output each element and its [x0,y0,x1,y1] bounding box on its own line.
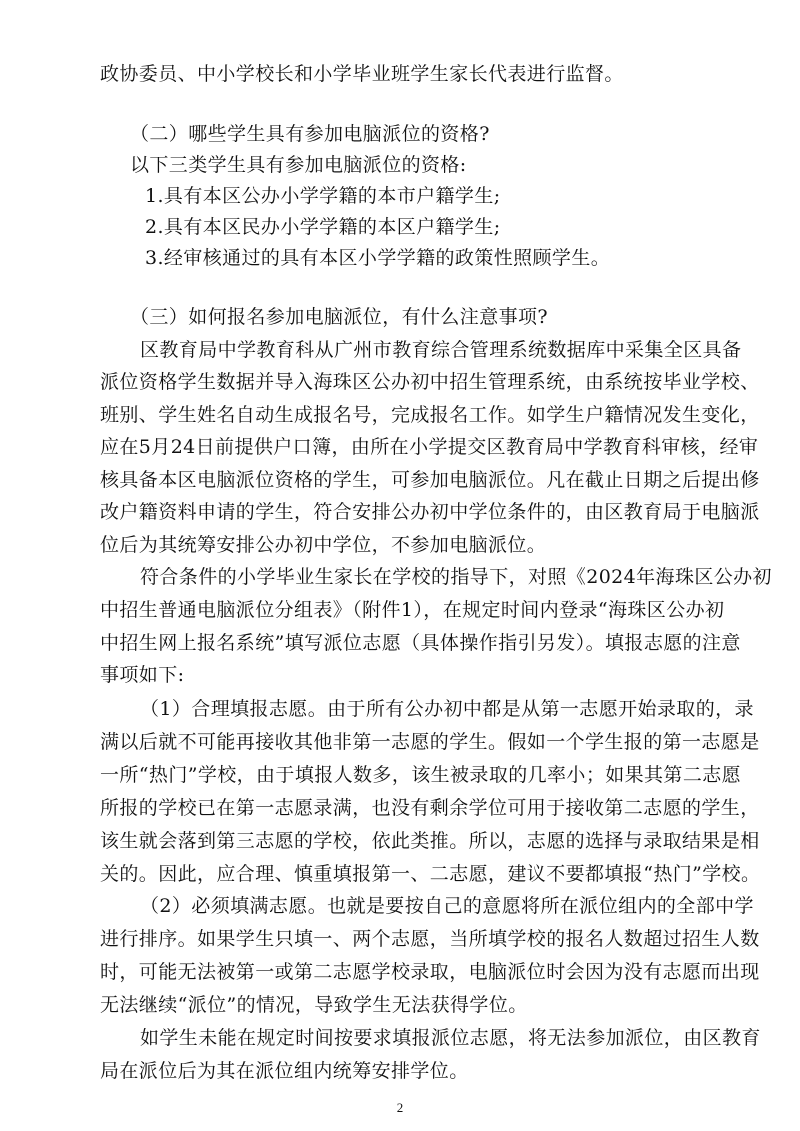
paragraph-line: 进行排序。如果学生只填一、两个志愿，当所填学校的报名人数超过招生人数 [100,928,760,950]
paragraph-line: 所报的学校已在第一志愿录满，也没有剩余学位可用于接收第二志愿的学生， [100,797,760,819]
section-heading: （三）如何报名参加电脑派位，有什么注意事项? [130,306,548,328]
paragraph-line: 时，可能无法被第一或第二志愿学校录取，电脑派位时会因为没有志愿而出现 [100,961,760,983]
paragraph-line: 区教育局中学教育科从广州市教育综合管理系统数据库中采集全区具备 [140,339,742,361]
section-heading: （二）哪些学生具有参加电脑派位的资格? [130,123,490,145]
paragraph-line: 应在5月24日前提供户口簿，由所在小学提交区教育局中学教育科审核，经审 [100,436,759,458]
paragraph-line: 中招生普通电脑派位分组表》（附件1），在规定时间内登录“海珠区公办初 [100,599,725,621]
paragraph-line: 满以后就不可能再接收其他非第一志愿的学生。假如一个学生报的第一志愿是 [100,731,760,753]
paragraph-line: 无法继续“派位”的情况，导致学生无法获得学位。 [100,994,528,1016]
paragraph-line: 该生就会落到第三志愿的学校，依此类推。所以，志愿的选择与录取结果是相 [100,830,760,852]
paragraph-line: 事项如下: [100,664,185,686]
page-number: 2 [396,1100,404,1115]
list-item: 1.具有本区公办小学学籍的本市户籍学生; [145,185,501,207]
paragraph-line: 以下三类学生具有参加电脑派位的资格: [130,154,467,176]
paragraph-line: 政协委员、中小学校长和小学毕业班学生家长代表进行监督。 [100,63,624,85]
list-item: 3.经审核通过的具有本区小学学籍的政策性照顾学生。 [145,247,611,269]
paragraph-line: 中招生网上报名系统”填写派位志愿（具体操作指引另发）。填报志愿的注意 [100,632,741,654]
paragraph-line: （2）必须填满志愿。也就是要按自己的意愿将所在派位组内的全部中学 [140,895,754,917]
paragraph-line: 局在派位后为其在派位组内统筹安排学位。 [100,1060,469,1082]
paragraph-line: 位后为其统筹安排公办初中学位，不参加电脑派位。 [100,534,547,556]
paragraph-line: 符合条件的小学毕业生家长在学校的指导下，对照《2024年海珠区公办初 [140,566,772,588]
paragraph-line: 关的。因此，应合理、慎重填报第一、二志愿，建议不要都填报“热门”学校。 [100,863,761,885]
paragraph-line: 改户籍资料申请的学生，符合安排公办初中学位条件的，由区教育局于电脑派 [100,501,760,523]
list-item: 2.具有本区民办小学学籍的本区户籍学生; [145,216,501,238]
paragraph-line: 一所“热门”学校，由于填报人数多，该生被录取的几率小；如果其第二志愿 [100,764,742,786]
paragraph-line: 核具备本区电脑派位资格的学生，可参加电脑派位。凡在截止日期之后提出修 [100,469,760,491]
paragraph-line: 班别、学生姓名自动生成报名号，完成报名工作。如学生户籍情况发生变化， [100,404,760,426]
paragraph-line: 派位资格学生数据并导入海珠区公办初中招生管理系统，由系统按毕业学校、 [100,371,760,393]
paragraph-line: 如学生未能在规定时间按要求填报派位志愿，将无法参加派位，由区教育 [140,1027,761,1049]
paragraph-line: （1）合理填报志愿。由于所有公办初中都是从第一志愿开始录取的，录 [140,698,754,720]
